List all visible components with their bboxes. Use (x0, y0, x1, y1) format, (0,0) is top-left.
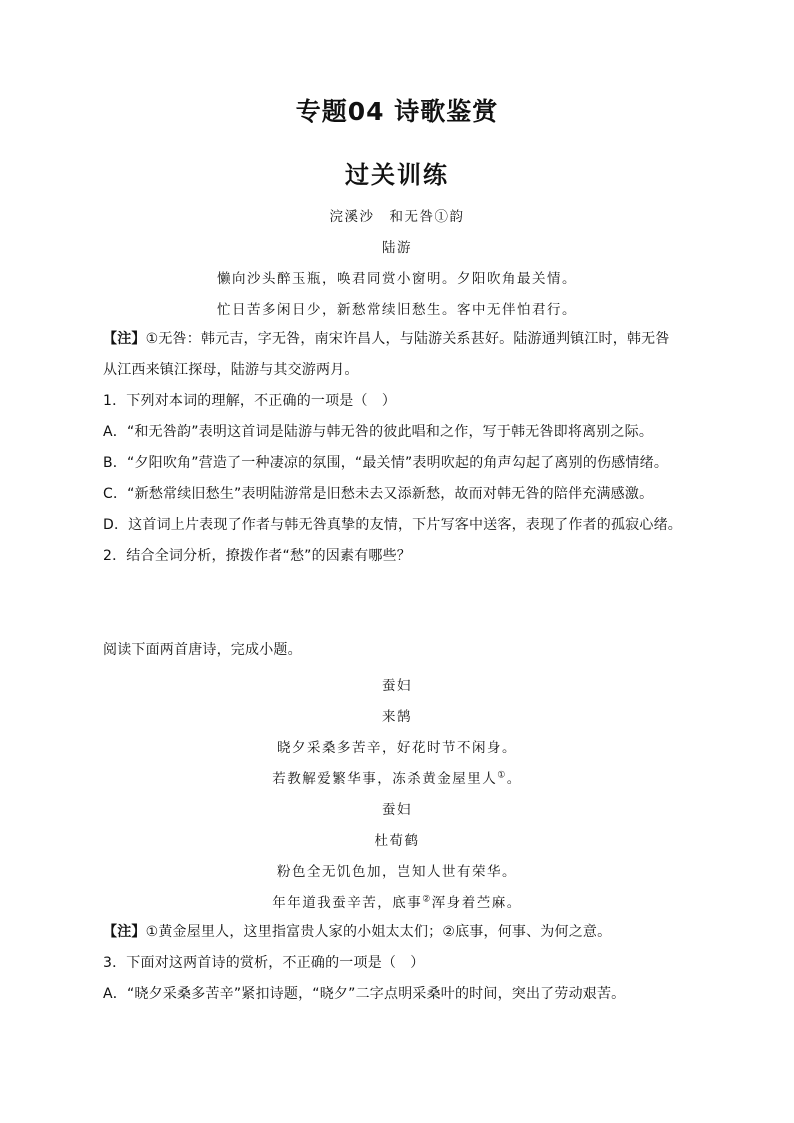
poem2-line: 晓夕采桑多苦辛，好花时节不闲身。 (277, 740, 517, 756)
q1-option-c: C．“新愁常续旧愁生”表明陆游常是旧愁未去又添新愁，故而对韩无咎的陪伴充满感激。 (103, 486, 654, 502)
poem1-title: 浣溪沙 和无咎①韵 (329, 209, 465, 225)
poem2-title: 蚕妇 (382, 678, 412, 694)
poem3-author: 杜荀鹤 (374, 833, 420, 849)
note1-text: ①无咎：韩元吉，字无咎，南宋许昌人，与陆游关系甚好。陆游通判镇江时，韩无咎 (145, 331, 670, 347)
page-subtitle: 过关训练 (345, 161, 449, 189)
poem2-author: 来鹄 (382, 709, 412, 725)
footnote-mark: ① (497, 770, 507, 781)
reading-intro: 阅读下面两首唐诗，完成小题。 (103, 642, 302, 658)
q1-option-b: B．“夕阳吹角”营造了一种凄凉的氛围，“最关情”表明吹起的角声勾起了离别的伤感情绪。 (103, 455, 669, 471)
poem1-line: 懒向沙头醉玉瓶，唤君同赏小窗明。夕阳吹角最关情。 (217, 271, 577, 287)
note1-line2: 从江西来镇江探母，陆游与其交游两月。 (103, 362, 359, 378)
q1-option-d: D．这首词上片表现了作者与韩无咎真挚的友情，下片写客中送客，表现了作者的孤寂心绪。 (103, 517, 682, 533)
note2-line (103, 922, 723, 942)
question-1-stem: 1．下列对本词的理解，不正确的一项是（ ） (103, 393, 397, 409)
q1-option-a: A．“和无咎韵”表明这首词是陆游与韩无咎的彼此唱和之作，写于韩无咎即将离别之际。 (103, 424, 654, 440)
note2-text: ①黄金屋里人，这里指富贵人家的小姐太太们；②底事，何事、为何之意。 (145, 924, 612, 940)
poem2-line2-end: 。 (506, 771, 522, 787)
page-title: 专题04 诗歌鉴赏 (295, 97, 499, 126)
q3-option-a: A．“晓夕采桑多苦辛”紧扣诗题，“晓夕”二字点明采桑叶的时间，突出了劳动艰苦。 (103, 986, 626, 1002)
poem2-line (0, 767, 794, 787)
question-3-stem: 3．下面对这两首诗的赏析，不正确的一项是（ ） (103, 955, 425, 971)
poem3-line (0, 891, 794, 911)
note-tag: 【注】 (103, 331, 146, 347)
poem3-line2-a: 年年道我蚕辛苦，底事 (272, 895, 423, 911)
question-2-stem: 2．结合全词分析，撩拨作者“愁”的因素有哪些？ (103, 548, 412, 564)
note-tag: 【注】 (103, 924, 146, 940)
poem3-line: 粉色全无饥色加，岂知人世有荣华。 (277, 864, 517, 880)
poem3-title: 蚕妇 (382, 802, 412, 818)
poem1-line: 忙日苦多闲日少，新愁常续旧愁生。客中无伴怕君行。 (217, 302, 577, 318)
note1-line (103, 329, 723, 349)
poem3-line2-b: 浑身着苎麻。 (431, 895, 522, 911)
poem1-author: 陆游 (382, 240, 412, 256)
poem2-line2-text: 若教解爱繁华事，冻杀黄金屋里人 (272, 771, 498, 787)
footnote-mark: ② (422, 894, 432, 905)
